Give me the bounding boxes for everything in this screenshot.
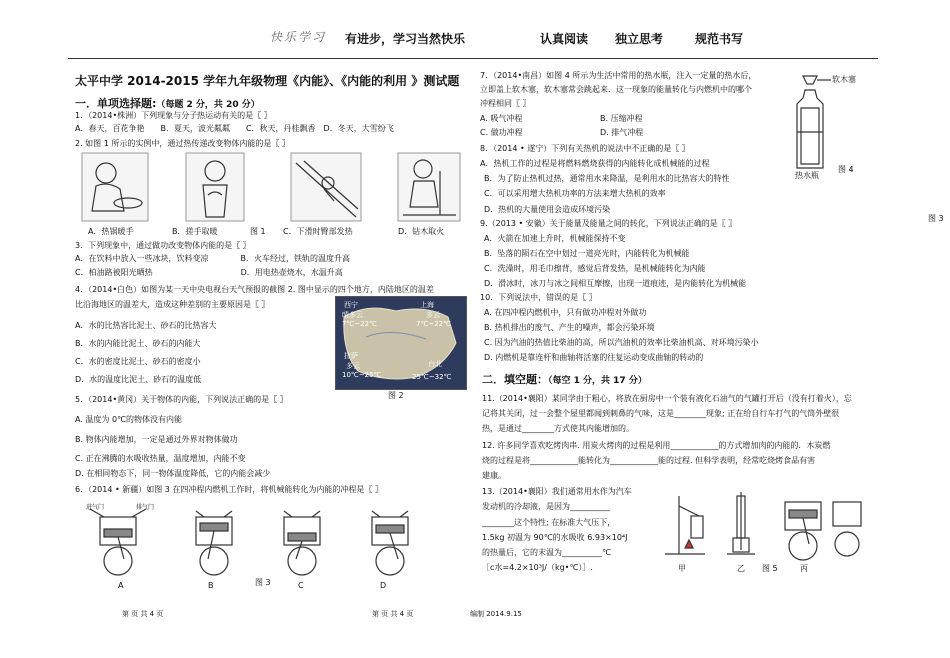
fig5-caption: 图 5: [762, 564, 778, 573]
q10-option-d: D. 内燃机是靠连杆和曲轴将活塞的往复运动变成曲轴的转动的: [484, 353, 704, 362]
thermos-bottle-label: 热水瓶: [795, 171, 819, 180]
q4-fig-caption: 图 2: [388, 391, 404, 400]
q7-option-c: C. 做功冲程: [480, 128, 523, 137]
q7-option-d: D. 排气冲程: [600, 128, 644, 137]
header-tip-3: 规范书写: [695, 32, 744, 46]
q4-stem-2: 比沿海地区的温差大，造成这种差别的主要原因是〖 〗: [75, 300, 270, 309]
q1-stem: 1．（2014•株洲）下列现象与分子热运动有关的是〖 〗: [75, 111, 272, 120]
q5-option-a: A. 温度为 0℃的物体没有内能: [75, 415, 183, 424]
q4-stem-1: 4．（2014•白色）如图为某一天中央电视台天气预报的截图 2. 图中显示的四个地方，内陆地区的温差: [75, 285, 434, 294]
q7-stem-3: 冲程相同〖 〗: [480, 99, 531, 108]
figure-3-engines: [82, 503, 442, 583]
map-temp-xining: 7℃~22℃: [342, 320, 377, 328]
map-city-taipei: 台北: [428, 360, 442, 368]
apparatus-yi: [727, 492, 755, 554]
header-motto: 有进步，学习当然快乐: [345, 32, 466, 46]
fig1-sketch-b: [186, 153, 244, 221]
map-weather-shanghai: 多云: [426, 311, 440, 319]
engine-c: [284, 511, 320, 575]
q4-option-a: A．水的比热容比泥土、砂石的比热容大: [75, 321, 217, 330]
figure-1: [78, 151, 468, 226]
q11-line-2: 记将其关闭，过一会整个屋里都闻到刺鼻的气味，这是________现象; 正在给自行车打气的气筒外壁很: [482, 409, 840, 418]
q7-stem-2: 立即盖上软木塞，软木塞常会跳起来．这一现象的能量转化与内燃机中的哪个: [480, 85, 752, 94]
fig5-label-jia: 甲: [678, 564, 686, 573]
page-title: 太平中学 2014-2015 学年九年级物理《内能》、《内能的利用 》测试题: [75, 74, 460, 88]
q10-stem: 10．下列说法中，错误的是〖 〗: [480, 293, 597, 302]
q8-option-b: B．为了防止热机过热，通常用水来降温，是利用水的比热容大的特性: [484, 174, 730, 183]
q1-options: A．春天，百花争艳 B．夏天，波光粼粼 C．秋天，丹桂飘香 D．冬天，大雪纷飞: [75, 124, 394, 133]
valve-label-intake: 进气门: [86, 504, 105, 511]
q4-option-b: B．水的内能比泥土、砂石的内能大: [75, 339, 201, 348]
header-divider: [68, 58, 878, 59]
q6-stem: 6．（2014 • 新疆）如图 3 在四冲程内燃机工作时，将机械能转化为内能的冲程是〖 〗: [75, 485, 383, 494]
map-temp-lasa: 10℃~25℃: [342, 371, 382, 379]
q2-option-d: D．钻木取火: [398, 227, 445, 236]
q7-fig-caption: 图 4: [838, 165, 854, 174]
map-weather-lasa: 多云: [346, 362, 360, 370]
q7-option-b: B. 压缩冲程: [600, 114, 643, 123]
q8-option-c: C．可以采用增大热机功率的方法来增大热机的效率: [484, 189, 666, 198]
q10-option-c: C. 因为汽油的热值比柴油的高，所以汽油机的效率比柴油机高、对环境污染小: [484, 338, 759, 347]
q9-option-b: B．坠落的陨石在空中划过一道亮光时，内能转化为机械能: [484, 249, 690, 258]
q9-stem: 9.（2013 • 安徽）关于能量及能量之间的转化，下列说法正确的是〖 〗: [480, 219, 737, 228]
section2-heading: 二．填空题：（每空 1 分，共 17 分）: [482, 373, 647, 386]
q2-stem: 2. 如图 1 所示的实例中，通过热传递改变物体内能的是〖 〗: [75, 139, 290, 148]
footer-page-left: 第 页 共 4 页: [122, 610, 164, 618]
q8-option-d: D．热机的大量使用会造成环境污染: [484, 205, 611, 214]
q12-line-1: 12. 许多同学喜欢吃烤肉串. 用炭火烤肉的过程是利用____________的方式增加肉的内能的．木炭燃: [482, 441, 831, 450]
map-city-lasa: 拉萨: [344, 352, 358, 360]
fig1-sketch-a: [82, 153, 148, 221]
apparatus-bing: [785, 502, 861, 560]
header-tip-1: 认真阅读: [540, 32, 589, 46]
apparatus-jia: [665, 496, 705, 554]
engine-label-a: A: [118, 581, 124, 590]
q13-line-3: ________这个特性; 在标准大气压下，: [482, 518, 616, 527]
q5-option-b: B. 物体内能增加，一定是通过外界对物体做功: [75, 435, 238, 444]
header-logo: 快乐学习: [270, 30, 327, 44]
engine-label-d: D: [380, 581, 387, 590]
q3-line-2: C．柏油路被阳光晒热 D．用电热壶烧水，水温升高: [75, 268, 343, 277]
engine-b: [196, 511, 232, 575]
q9-option-c: C．洗澡时，用毛巾擦背，感觉后背发热，是机械能转化为内能: [484, 264, 706, 273]
map-weather-xining: 晴多云: [342, 311, 363, 319]
margin-note: 图 3: [928, 214, 944, 223]
map-city-xining: 西宁: [344, 301, 358, 309]
footer-compiled: 编制 2014.9.15: [470, 610, 522, 618]
footer-page-right: 第 页 共 4 页: [372, 610, 414, 618]
figure-5-apparatus: [655, 488, 865, 568]
q4-option-c: C．水的密度比泥土、砂石的密度小: [75, 357, 201, 366]
header-tip-2: 独立思考: [615, 32, 664, 46]
q8-option-a: A．热机工作的过程是将燃料燃烧获得的内能转化成机械能的过程: [480, 159, 710, 168]
section1-heading: 一．单项选择题:（每题 2 分，共 20 分）: [75, 97, 260, 110]
engine-label-c: C: [298, 581, 304, 590]
q6-fig-caption: 图 3: [255, 578, 271, 587]
q7-option-a: A. 吸气冲程: [480, 114, 523, 123]
map-temp-shanghai: 7℃~22℃: [416, 320, 451, 328]
fig5-label-yi: 乙: [737, 564, 745, 573]
q8-stem: 8．（2014 • 遂宁）下列有关热机的说法中不正确的是〖 〗: [480, 144, 690, 153]
fig5-label-bing: 丙: [800, 564, 808, 573]
q4-option-d: D．水的温度比泥土、砂石的温度低: [75, 375, 202, 384]
q13-line-1: 13.（2014•襄阳）我们通常用水作为汽车: [482, 487, 632, 496]
q5-option-d: D. 在相同物态下，同一物体温度降低，它的内能会减少: [75, 469, 271, 478]
weather-map: [335, 296, 467, 390]
engine-d: [372, 511, 408, 575]
q10-option-b: B. 热机排出的废气、产生的噪声，都会污染环境: [484, 323, 655, 332]
q13-line-6: ［c水=4.2×10³J/（kg•℃）］.: [482, 563, 593, 572]
q9-option-a: A．火箭在加速上升时，机械能保持不变: [484, 234, 626, 243]
q11-line-3: 热，是通过________方式使其内能增加的。: [482, 424, 634, 433]
q2-fig-caption: 图 1: [250, 227, 266, 236]
fig1-sketch-d: [398, 153, 460, 221]
fig1-sketch-c: [291, 153, 361, 221]
thermos-cork-label: 软木塞: [832, 75, 856, 84]
q2-option-c: C．下滑时臀部发热: [283, 227, 353, 236]
q3-line-1: A．在饮料中放入一些冰块，饮料变凉 B．火车经过，铁轨的温度升高: [75, 254, 350, 263]
q11-line-1: 11.（2014•襄阳）某同学由于粗心，将放在厨房中一个装有液化石油气的气罐打开后（没有打着火），忘: [482, 394, 852, 403]
map-temp-taipei: 25℃~32℃: [412, 373, 452, 381]
q3-stem: 3．下列现象中，通过做功改变物体内能的是〖 〗: [75, 241, 251, 250]
q2-option-a: A．热锅暖手: [88, 227, 134, 236]
q13-line-4: 1.5kg 初温为 90℃的水吸收 6.93×10⁴J: [482, 533, 628, 542]
map-city-shanghai: 上海: [420, 301, 434, 309]
q13-line-2: 发动机的冷却液，是因为__________: [482, 502, 610, 511]
q12-line-2: 烧的过程是将____________能转化为____________能的过程. 但科学表明，经常吃烧烤食品有害: [482, 456, 816, 465]
q9-option-d: D．滑冰时，冰刀与冰之间相互摩擦，出现一道痕迹，是内能转化为机械能: [484, 279, 747, 288]
engine-a: [90, 509, 146, 575]
q10-option-a: A. 在四冲程内燃机中，只有做功冲程对外做功: [484, 308, 647, 317]
valve-label-exhaust: 排气门: [136, 504, 155, 511]
q13-line-5: 的热量后，它的末温为__________℃: [482, 548, 611, 557]
q2-option-b: B．搓手取暖: [172, 227, 218, 236]
q12-line-3: 建康。: [482, 471, 506, 480]
engine-label-b: B: [208, 581, 214, 590]
q5-stem: 5．（2014•黄冈）关于物体的内能，下列说法正确的是〖 〗: [75, 395, 288, 404]
q7-stem-1: 7．（2014•南昌）如图 4 所示为生活中常用的热水瓶，注入一定量的热水后，: [480, 71, 757, 80]
q5-option-c: C. 正在沸腾的水吸收热量，温度增加，内能不变: [75, 454, 246, 463]
